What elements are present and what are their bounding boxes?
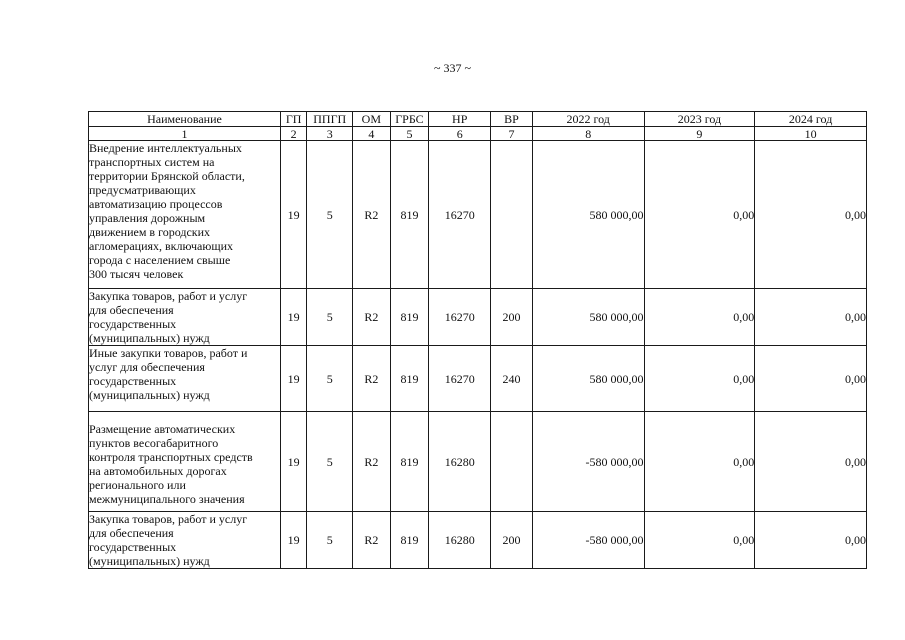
column-number: 10 bbox=[755, 127, 867, 141]
amount-2024-cell: 0,00 bbox=[755, 141, 867, 289]
header-2022: 2022 год bbox=[532, 112, 644, 127]
table-row bbox=[89, 512, 867, 569]
row-name-cell bbox=[89, 412, 281, 512]
amount-2022-cell: -580 000,00 bbox=[532, 412, 644, 512]
vr-cell: 240 bbox=[491, 346, 533, 412]
nr-cell: 16280 bbox=[429, 412, 491, 512]
name-line: (муниципальных) нужд bbox=[89, 554, 210, 568]
column-number: 5 bbox=[390, 127, 429, 141]
name-line: государственных bbox=[89, 374, 177, 388]
om-cell: R2 bbox=[353, 141, 391, 289]
row-name-cell bbox=[89, 512, 281, 569]
name-line: пунктов весогабаритного bbox=[89, 436, 219, 450]
column-number: 9 bbox=[644, 127, 755, 141]
column-number: 6 bbox=[429, 127, 491, 141]
grbs-cell: 819 bbox=[390, 346, 429, 412]
name-line: транспортных систем на bbox=[89, 155, 215, 169]
name-line: города с населением свыше bbox=[89, 253, 231, 267]
header-nr: НР bbox=[429, 112, 491, 127]
header-vr: ВР bbox=[491, 112, 533, 127]
grbs-cell: 819 bbox=[390, 289, 429, 346]
row-name-cell bbox=[89, 346, 281, 412]
gp-cell: 19 bbox=[280, 346, 306, 412]
name-line: (муниципальных) нужд bbox=[89, 388, 210, 402]
om-cell: R2 bbox=[353, 346, 391, 412]
header-row bbox=[89, 112, 867, 127]
name-line: территории Брянской области, bbox=[89, 169, 245, 183]
vr-cell bbox=[491, 412, 533, 512]
name-line: регионального или bbox=[89, 478, 186, 492]
name-line: государственных bbox=[89, 317, 177, 331]
amount-2023-cell: 0,00 bbox=[644, 141, 755, 289]
amount-2024-cell: 0,00 bbox=[755, 289, 867, 346]
ppgp-cell: 5 bbox=[307, 141, 353, 289]
amount-2024-cell: 0,00 bbox=[755, 346, 867, 412]
gp-cell: 19 bbox=[280, 289, 306, 346]
grbs-cell: 819 bbox=[390, 141, 429, 289]
name-line: автоматизацию процессов bbox=[89, 197, 223, 211]
column-number: 8 bbox=[532, 127, 644, 141]
header-2023: 2023 год bbox=[644, 112, 755, 127]
amount-2022-cell: 580 000,00 bbox=[532, 141, 644, 289]
table-row bbox=[89, 141, 867, 289]
name-line: Закупка товаров, работ и услуг bbox=[89, 512, 248, 526]
row-name-cell bbox=[89, 289, 281, 346]
header-om: ОМ bbox=[353, 112, 391, 127]
name-line: межмуниципального значения bbox=[89, 492, 245, 506]
table-row bbox=[89, 289, 867, 346]
grbs-cell: 819 bbox=[390, 412, 429, 512]
amount-2024-cell: 0,00 bbox=[755, 412, 867, 512]
nr-cell: 16270 bbox=[429, 141, 491, 289]
column-number-row bbox=[89, 127, 867, 141]
name-line: услуг для обеспечения bbox=[89, 360, 205, 374]
name-line: движением в городских bbox=[89, 225, 211, 239]
om-cell: R2 bbox=[353, 512, 391, 569]
amount-2022-cell: 580 000,00 bbox=[532, 346, 644, 412]
amount-2022-cell: 580 000,00 bbox=[532, 289, 644, 346]
budget-table bbox=[88, 111, 867, 569]
nr-cell: 16270 bbox=[429, 289, 491, 346]
ppgp-cell: 5 bbox=[307, 346, 353, 412]
om-cell: R2 bbox=[353, 289, 391, 346]
vr-cell bbox=[491, 141, 533, 289]
header-ppgp: ППГП bbox=[307, 112, 353, 127]
column-number: 1 bbox=[89, 127, 281, 141]
name-line: на автомобильных дорогах bbox=[89, 464, 227, 478]
table-row bbox=[89, 346, 867, 412]
nr-cell: 16280 bbox=[429, 512, 491, 569]
amount-2023-cell: 0,00 bbox=[644, 412, 755, 512]
column-number: 4 bbox=[353, 127, 391, 141]
amount-2023-cell: 0,00 bbox=[644, 346, 755, 412]
name-line: управления дорожным bbox=[89, 211, 206, 225]
name-line: для обеспечения bbox=[89, 526, 174, 540]
name-line: Закупка товаров, работ и услуг bbox=[89, 289, 248, 303]
ppgp-cell: 5 bbox=[307, 412, 353, 512]
column-number: 3 bbox=[307, 127, 353, 141]
name-line: Иные закупки товаров, работ и bbox=[89, 346, 248, 360]
page-number: ~ 337 ~ bbox=[434, 61, 471, 75]
ppgp-cell: 5 bbox=[307, 289, 353, 346]
name-line: агломерациях, включающих bbox=[89, 239, 233, 253]
table-row bbox=[89, 412, 867, 512]
name-line: контроля транспортных средств bbox=[89, 450, 253, 464]
amount-2022-cell: -580 000,00 bbox=[532, 512, 644, 569]
name-line: 300 тысяч человек bbox=[89, 267, 184, 281]
name-line: Внедрение интеллектуальных bbox=[89, 141, 242, 155]
column-number: 2 bbox=[280, 127, 306, 141]
vr-cell: 200 bbox=[491, 289, 533, 346]
name-line: (муниципальных) нужд bbox=[89, 331, 210, 345]
gp-cell: 19 bbox=[280, 412, 306, 512]
amount-2023-cell: 0,00 bbox=[644, 289, 755, 346]
name-line: предусматривающих bbox=[89, 183, 196, 197]
header-gp: ГП bbox=[280, 112, 306, 127]
column-number: 7 bbox=[491, 127, 533, 141]
name-line: Размещение автоматических bbox=[89, 422, 236, 436]
nr-cell: 16270 bbox=[429, 346, 491, 412]
grbs-cell: 819 bbox=[390, 512, 429, 569]
header-name: Наименование bbox=[89, 112, 281, 127]
om-cell: R2 bbox=[353, 412, 391, 512]
gp-cell: 19 bbox=[280, 512, 306, 569]
gp-cell: 19 bbox=[280, 141, 306, 289]
amount-2023-cell: 0,00 bbox=[644, 512, 755, 569]
row-name-cell bbox=[89, 141, 281, 289]
name-line: государственных bbox=[89, 540, 177, 554]
ppgp-cell: 5 bbox=[307, 512, 353, 569]
header-grbs: ГРБС bbox=[390, 112, 429, 127]
name-line: для обеспечения bbox=[89, 303, 174, 317]
amount-2024-cell: 0,00 bbox=[755, 512, 867, 569]
vr-cell: 200 bbox=[491, 512, 533, 569]
header-2024: 2024 год bbox=[755, 112, 867, 127]
